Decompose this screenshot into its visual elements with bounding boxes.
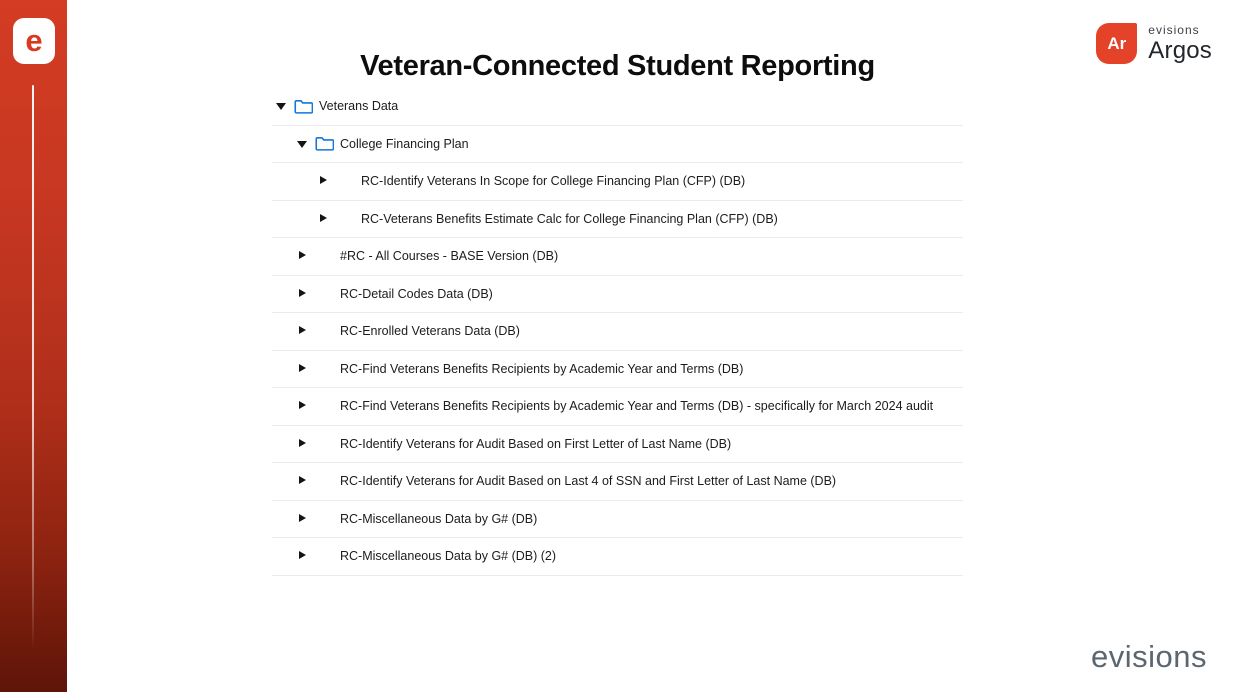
left-rail: [0, 0, 67, 692]
argos-company-label: evisions: [1148, 23, 1200, 38]
tree-item-folder[interactable]: [272, 126, 963, 164]
expand-toggle-icon[interactable]: [296, 400, 308, 412]
tree-item-datablock[interactable]: [272, 201, 963, 239]
argos-badge-icon: [1096, 23, 1137, 64]
tree-item-label: Veterans Data: [319, 99, 399, 114]
expand-toggle-icon[interactable]: [296, 250, 308, 262]
tree-item-label: RC-Identify Veterans for Audit Based on First Letter of Last Name (DB): [340, 436, 732, 451]
datablock-icon: [315, 248, 334, 265]
expand-toggle-icon[interactable]: [296, 325, 308, 337]
expand-toggle-icon[interactable]: [317, 213, 329, 225]
tree-item-datablock[interactable]: [272, 388, 963, 426]
expand-toggle-icon[interactable]: [296, 550, 308, 562]
evisions-e-logo-icon: e: [25, 22, 43, 58]
expand-toggle-icon[interactable]: [296, 438, 308, 450]
tree-item-label: College Financing Plan: [340, 136, 469, 151]
tree-item-label: RC-Find Veterans Benefits Recipients by Academic Year and Terms (DB) - specifically for March 2024 audit: [340, 399, 934, 414]
datablock-icon: [315, 285, 334, 302]
expand-toggle-icon[interactable]: [275, 100, 287, 112]
datablock-icon: [315, 323, 334, 340]
datablock-icon: [336, 210, 355, 227]
tree-item-folder[interactable]: [272, 88, 963, 126]
folder-icon: [294, 98, 313, 115]
datablock-icon: [336, 173, 355, 190]
tree-item-datablock[interactable]: [272, 426, 963, 464]
rail-divider-line: [32, 85, 34, 650]
tree-item-label: RC-Identify Veterans In Scope for College Financing Plan (CFP) (DB): [361, 174, 746, 189]
datablock-icon: [315, 435, 334, 452]
datablock-icon: [315, 360, 334, 377]
argos-brand-text: [1148, 24, 1212, 62]
tree-item-datablock[interactable]: [272, 501, 963, 539]
evisions-footer-logo: evisions: [1091, 639, 1207, 674]
expand-toggle-icon[interactable]: [296, 288, 308, 300]
expand-toggle-icon[interactable]: [296, 363, 308, 375]
tree-item-datablock[interactable]: [272, 538, 963, 576]
tree-item-label: RC-Identify Veterans for Audit Based on Last 4 of SSN and First Letter of Last Name (DB): [340, 474, 837, 489]
tree-item-label: RC-Miscellaneous Data by G# (DB): [340, 511, 538, 526]
datablock-icon: [315, 510, 334, 527]
tree-item-label: RC-Find Veterans Benefits Recipients by Academic Year and Terms (DB): [340, 361, 744, 376]
tree-item-datablock[interactable]: [272, 351, 963, 389]
datablock-icon: [315, 473, 334, 490]
tree-item-datablock[interactable]: [272, 313, 963, 351]
tree-item-label: RC-Veterans Benefits Estimate Calc for College Financing Plan (CFP) (DB): [361, 211, 778, 226]
expand-toggle-icon[interactable]: [296, 475, 308, 487]
folder-icon: [315, 135, 334, 152]
argos-brand-lockup: [1096, 23, 1212, 64]
argos-product-label: Argos: [1148, 36, 1212, 64]
tree-item-label: #RC - All Courses - BASE Version (DB): [340, 249, 559, 264]
datablock-icon: [315, 398, 334, 415]
argos-badge-label: Ar: [1107, 33, 1127, 53]
tree-item-datablock[interactable]: [272, 463, 963, 501]
evisions-logo-tile: [13, 18, 55, 64]
tree-item-label: RC-Detail Codes Data (DB): [340, 286, 493, 301]
tree-item-datablock[interactable]: [272, 238, 963, 276]
expand-toggle-icon[interactable]: [296, 138, 308, 150]
expand-toggle-icon[interactable]: [296, 513, 308, 525]
datablock-icon: [315, 548, 334, 565]
page-title: Veteran-Connected Student Reporting: [360, 50, 875, 82]
expand-toggle-icon[interactable]: [317, 175, 329, 187]
tree-item-datablock[interactable]: [272, 163, 963, 201]
tree-item-label: RC-Enrolled Veterans Data (DB): [340, 324, 520, 339]
explorer-tree: [272, 88, 963, 576]
tree-item-label: RC-Miscellaneous Data by G# (DB) (2): [340, 549, 557, 564]
tree-item-datablock[interactable]: [272, 276, 963, 314]
